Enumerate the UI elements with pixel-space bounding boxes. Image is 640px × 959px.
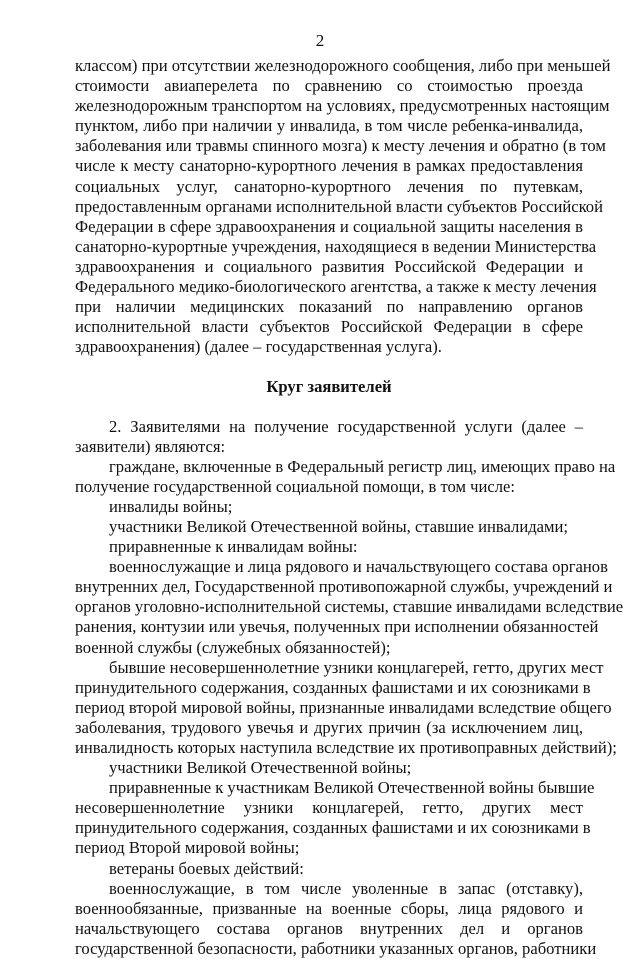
text-line: классом) при отсутствии железнодорожного сообщения, либо при меньшей bbox=[75, 56, 583, 76]
text-line: исполнительной власти субъектов Российской Федерации в сфере bbox=[75, 317, 583, 337]
text-line: ветераны боевых действий: bbox=[75, 859, 583, 879]
text-line: военнообязанные, призванные на военные сборы, лица рядового и bbox=[75, 899, 583, 919]
text-line: здравоохранения) (далее – государственная услуга). bbox=[75, 337, 583, 357]
text-line: инвалиды войны; bbox=[75, 497, 583, 517]
text-line: органов уголовно-исполнительной системы, ставшие инвалидами вследствие bbox=[75, 597, 583, 617]
text-line: несовершеннолетние узники концлагерей, гетто, других мест bbox=[75, 798, 583, 818]
text-line: граждане, включенные в Федеральный регистр лиц, имеющих право на bbox=[75, 457, 583, 477]
text-line: период Второй мировой войны; bbox=[75, 838, 583, 858]
text-line: стоимости авиаперелета по сравнению со стоимостью проезда bbox=[75, 76, 583, 96]
text-line: приравненные к инвалидам войны: bbox=[75, 537, 583, 557]
page-number: 2 bbox=[0, 30, 640, 52]
text-line: внутренних дел, Государственной противопожарной службы, учреждений и bbox=[75, 577, 583, 597]
text-line: санаторно-курортные учреждения, находящиеся в ведении Министерства bbox=[75, 237, 583, 257]
text-line: при наличии медицинских показаний по направлению органов bbox=[75, 297, 583, 317]
text-line: железнодорожным транспортом на условиях, предусмотренных настоящим bbox=[75, 96, 583, 116]
text-line: военной службы (служебных обязанностей); bbox=[75, 638, 583, 658]
text-line: принудительного содержания, созданных фашистами и их союзниками в bbox=[75, 818, 583, 838]
text-line: государственной безопасности, работники указанных органов, работники bbox=[75, 939, 583, 959]
text-line: заболевания, трудового увечья и других причин (за исключением лиц, bbox=[75, 718, 583, 738]
document-body bbox=[75, 56, 583, 959]
text-line: принудительного содержания, созданных фашистами и их союзниками в bbox=[75, 678, 583, 698]
text-line: получение государственной социальной помощи, в том числе: bbox=[75, 477, 583, 497]
text-line: начальствующего состава органов внутренних дел и органов bbox=[75, 919, 583, 939]
text-line: период второй мировой войны, признанные инвалидами вследствие общего bbox=[75, 698, 583, 718]
text-line: Федерации в сфере здравоохранения и социальной защиты населения в bbox=[75, 217, 583, 237]
intro-paragraph bbox=[75, 56, 583, 357]
text-line: Федерального медико-биологического агентства, а также к месту лечения bbox=[75, 277, 583, 297]
text-line: инвалидность которых наступила вследствие их противоправных действий); bbox=[75, 738, 583, 758]
text-line: 2. Заявителями на получение государственной услуги (далее – bbox=[75, 417, 583, 437]
text-line: числе к месту санаторно-курортного лечения в рамках предоставления bbox=[75, 156, 583, 176]
text-line: участники Великой Отечественной войны, ставшие инвалидами; bbox=[75, 517, 583, 537]
text-line: военнослужащие, в том числе уволенные в запас (отставку), bbox=[75, 879, 583, 899]
text-line: военнослужащие и лица рядового и начальствующего состава органов bbox=[75, 557, 583, 577]
text-line: предоставленным органами исполнительной власти субъектов Российской bbox=[75, 197, 583, 217]
text-line: ранения, контузии или увечья, полученных при исполнении обязанностей bbox=[75, 617, 583, 637]
text-line: участники Великой Отечественной войны; bbox=[75, 758, 583, 778]
section-heading: Круг заявителей bbox=[75, 377, 583, 397]
text-line: приравненные к участникам Великой Отечественной войны бывшие bbox=[75, 778, 583, 798]
text-line: здравоохранения и социального развития Российской Федерации и bbox=[75, 257, 583, 277]
text-line: заболевания или травмы спинного мозга) к месту лечения и обратно (в том bbox=[75, 136, 583, 156]
text-line: социальных услуг, санаторно-курортного лечения по путевкам, bbox=[75, 177, 583, 197]
text-line: бывшие несовершеннолетние узники концлагерей, гетто, других мест bbox=[75, 658, 583, 678]
applicants-list bbox=[75, 417, 583, 959]
text-line: пунктом, либо при наличии у инвалида, в том числе ребенка-инвалида, bbox=[75, 116, 583, 136]
text-line: заявители) являются: bbox=[75, 437, 583, 457]
